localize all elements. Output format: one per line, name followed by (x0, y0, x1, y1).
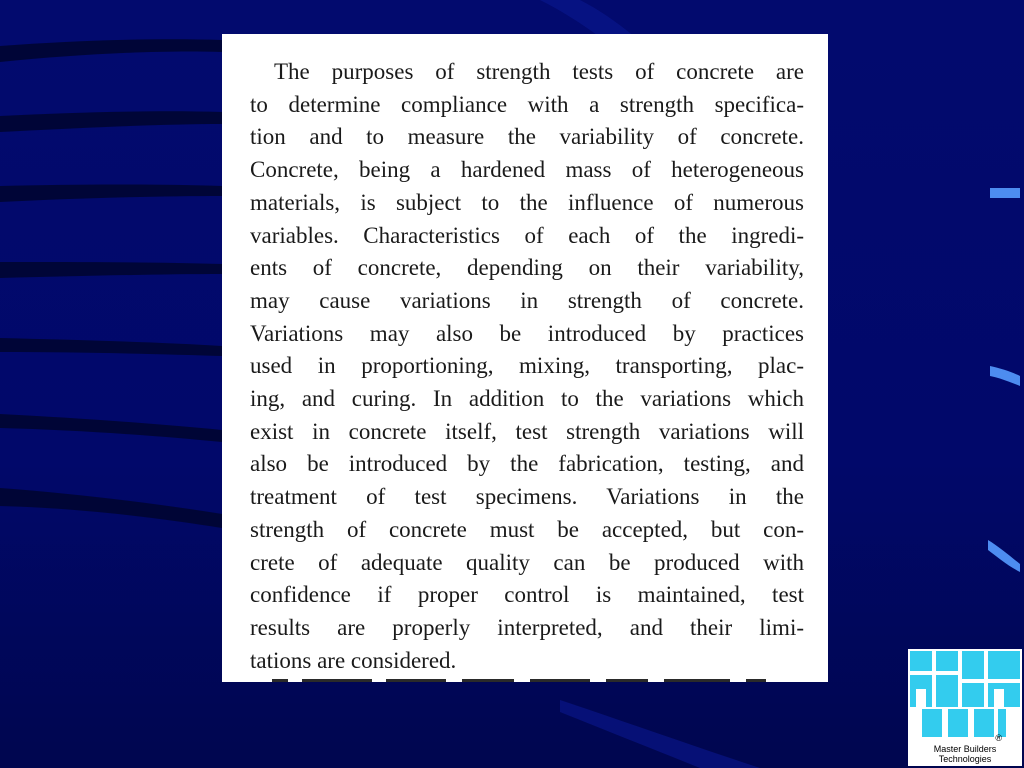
cut-off-text-line (262, 679, 802, 682)
text-line: Concrete, being a hardened mass of heterogeneous (250, 157, 804, 183)
text-line: Variations may also be introduced by practices (250, 320, 804, 346)
text-line: treatment of test specimens. Variations in the (250, 484, 804, 510)
mb-logo-mark-icon (908, 649, 1022, 741)
logo-caption-line2: Technologies (938, 754, 992, 764)
text-line: ing, and curing. In addition to the variations which (250, 386, 804, 412)
text-line: tations are considered. (250, 647, 457, 673)
text-line: variables. Characteristics of each of the ingredi- (250, 222, 804, 248)
text-line: results are properly interpreted, and their limi- (250, 614, 804, 640)
master-builders-logo (908, 649, 1022, 766)
text-line: to determine compliance with a strength specifica- (250, 91, 804, 117)
text-line: confidence if proper control is maintained, test (250, 582, 804, 608)
body-paragraph (250, 56, 804, 677)
text-line: used in proportioning, mixing, transporting, plac- (250, 353, 804, 379)
registered-mark: ® (995, 733, 1002, 743)
text-line: also be introduced by the fabrication, testing, and (250, 451, 804, 477)
text-line: may cause variations in strength of concrete. (250, 287, 804, 313)
text-line: crete of adequate quality can be produced with (250, 549, 804, 575)
text-line: strength of concrete must be accepted, but con- (250, 516, 804, 542)
text-line: ents of concrete, depending on their variability, (250, 255, 804, 281)
logo-caption-line1: Master Builders (933, 744, 997, 754)
text-line: tion and to measure the variability of concrete. (250, 124, 804, 150)
text-line: The purposes of strength tests of concrete are (274, 59, 804, 84)
text-line: exist in concrete itself, test strength variations will (250, 418, 804, 444)
text-page (222, 34, 828, 682)
text-line: materials, is subject to the influence of numerous (250, 189, 804, 215)
